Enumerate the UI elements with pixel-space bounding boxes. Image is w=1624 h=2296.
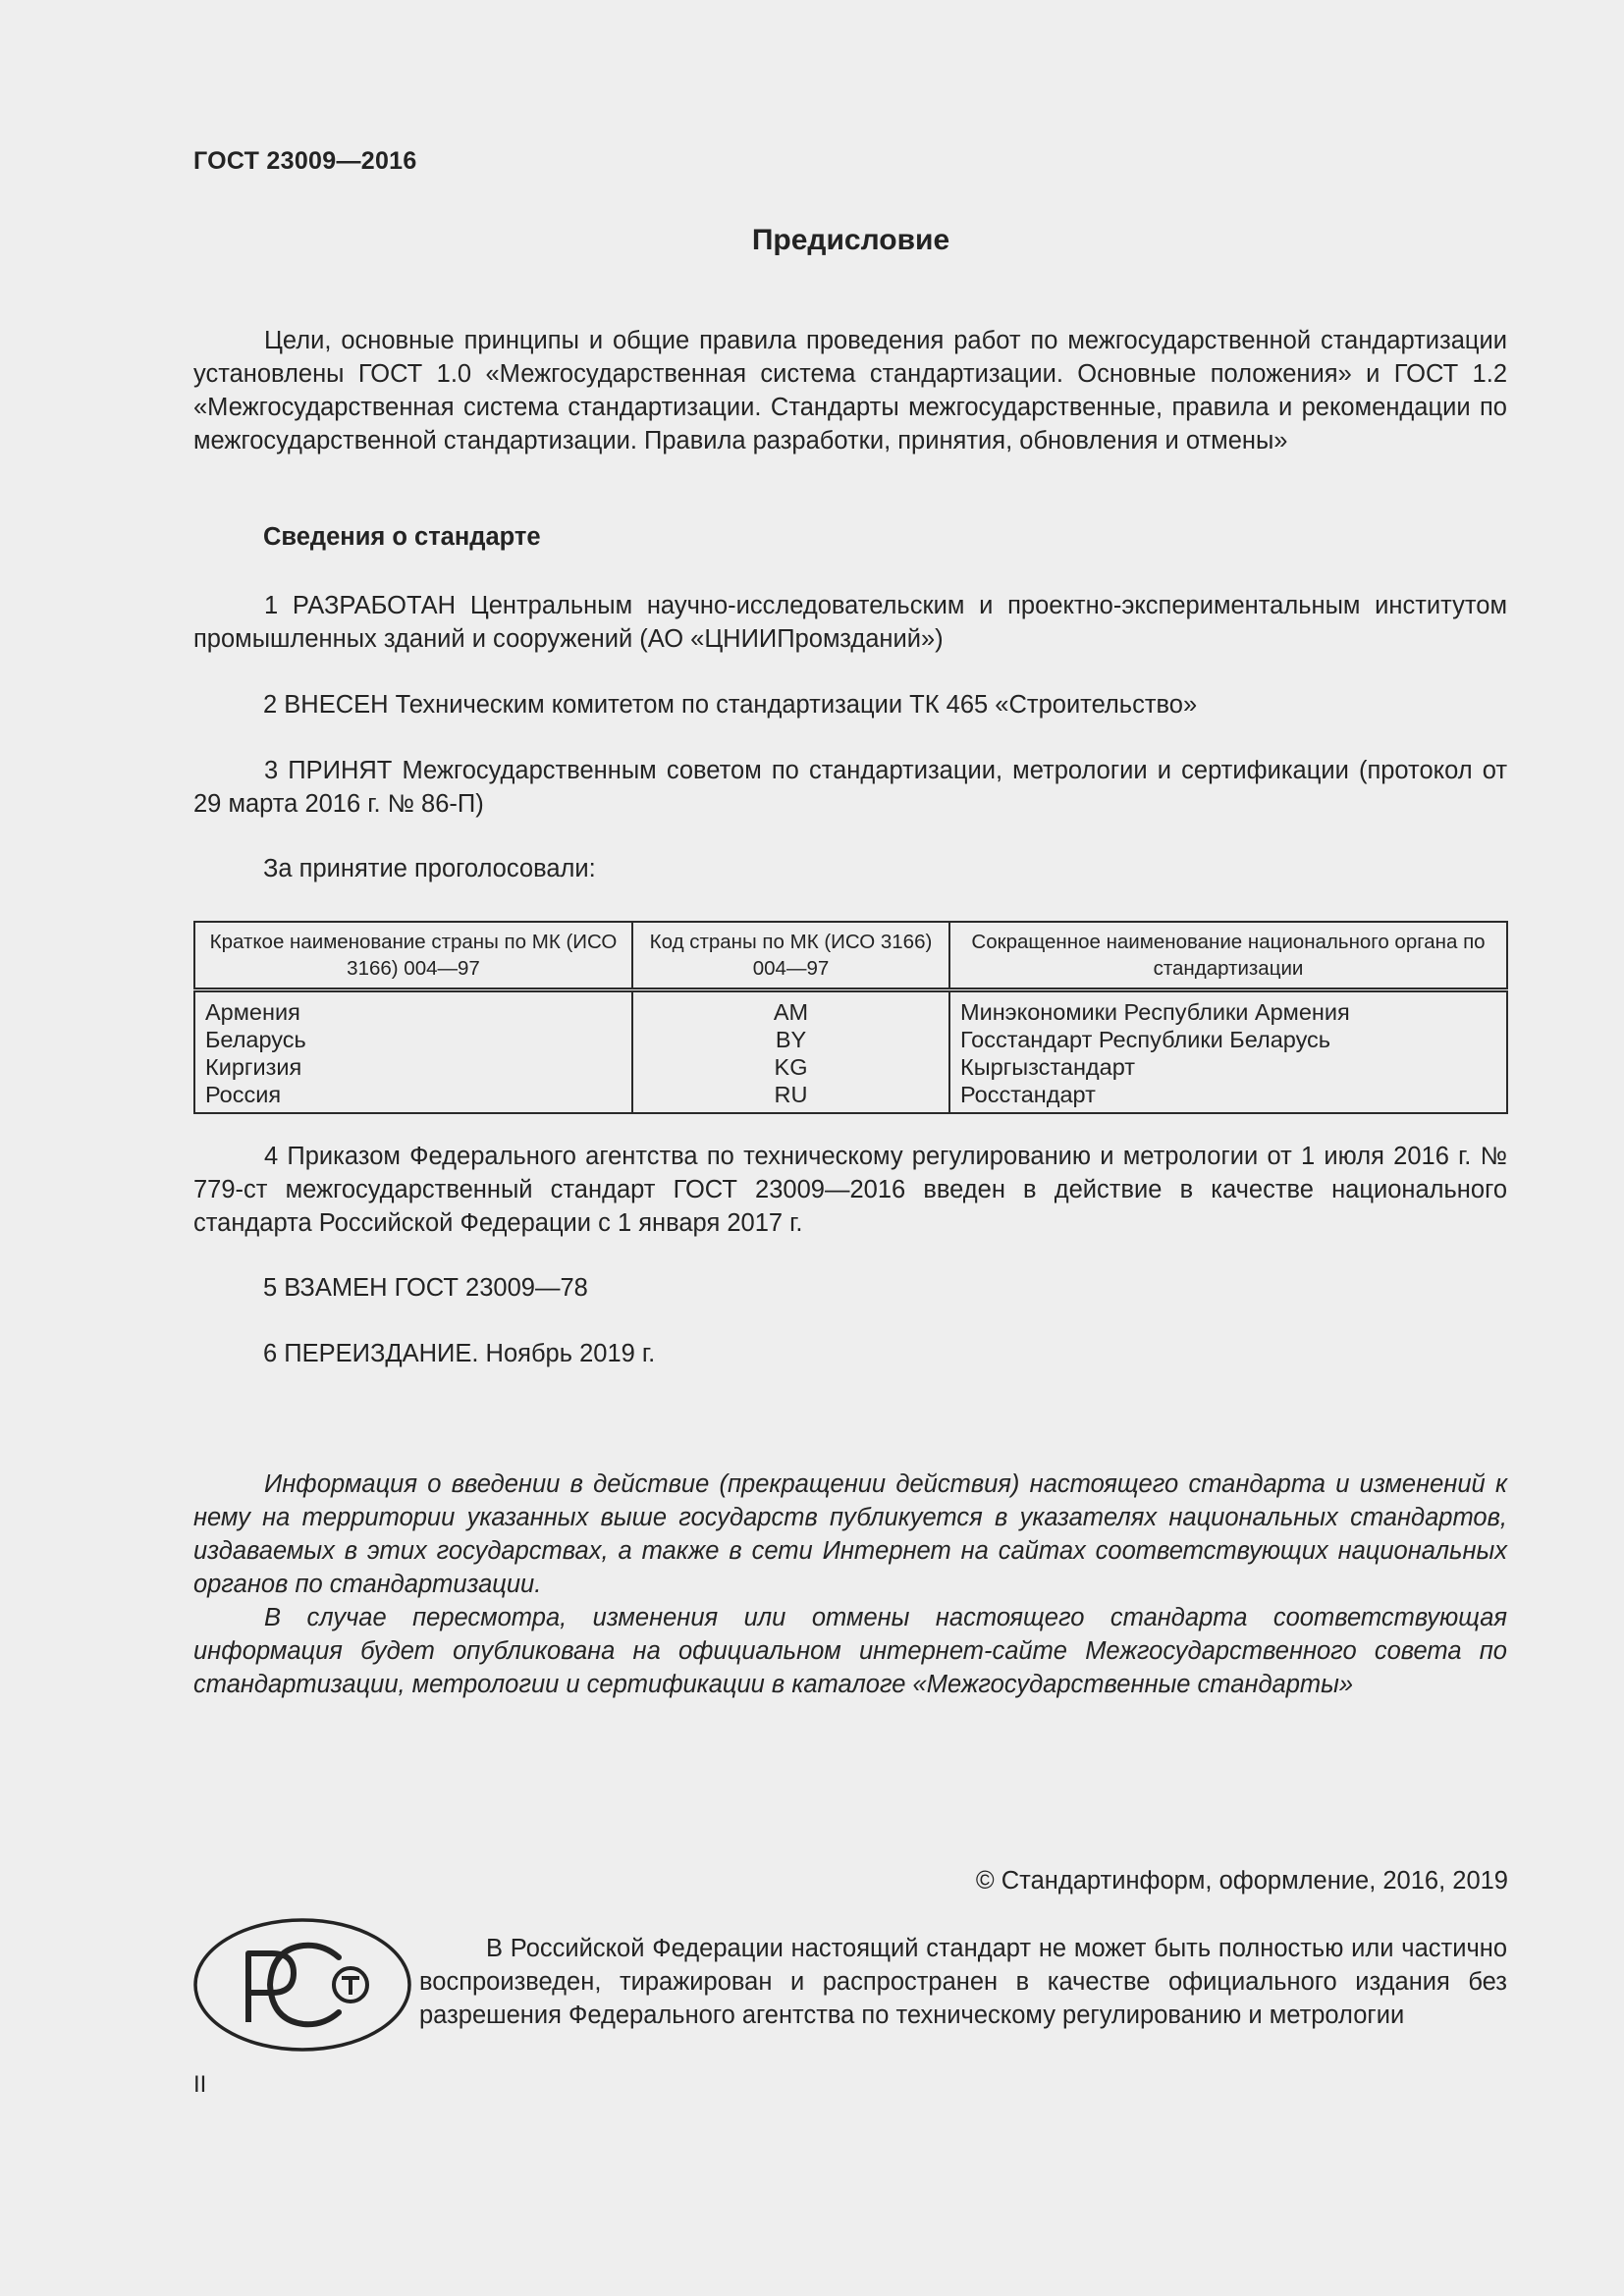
reproduction-notice: В Российской Федерации настоящий стандарт не может быть полностью или частично воспроизведен, тиражирован и распространен в качестве официального издания без разрешения Федерального агентства по техническому регулированию и метрологии [419, 1935, 1507, 2029]
item-replaces: 5 ВЗАМЕН ГОСТ 23009—78 [263, 1274, 588, 1302]
rst-certification-logo-icon [191, 1916, 414, 2054]
copyright-line: © Стандартинформ, оформление, 2016, 2019 [975, 1867, 1508, 1895]
page-title: Предисловие [751, 224, 950, 256]
standards-body: Росстандарт [949, 1081, 1507, 1113]
country-name: Беларусь [205, 1027, 306, 1052]
table-header-country: Краткое наименование страны по МК (ИСО 3166) 004—97 [194, 922, 632, 990]
standards-body: Госстандарт Республики Беларусь [949, 1026, 1507, 1053]
info-heading: Сведения о стандарте [263, 523, 541, 551]
table-header-body: Сокращенное наименование национального органа по стандартизации [949, 922, 1507, 990]
country-code: KG [632, 1053, 949, 1081]
voting-countries-table [193, 921, 1508, 1114]
intro-paragraph: Цели, основные принципы и общие правила проведения работ по межгосударственной стандартизации установлены ГОСТ 1.0 «Межгосударственная система стандартизации. Основные положения» и ГОСТ 1.2 «Межгосударственная система стандартизации. Стандарты межгосударственные, правила и рекомендации по межгосударственной стандартизации. Правила разработки, принятия, обновления и отмены» [193, 327, 1507, 454]
document-number: ГОСТ 23009—2016 [193, 147, 417, 175]
item-reissue: 6 ПЕРЕИЗДАНИЕ. Ноябрь 2019 г. [263, 1340, 656, 1367]
table-header-code: Код страны по МК (ИСО 3166) 004—97 [632, 922, 949, 990]
item-adopted: 3 ПРИНЯТ Межгосударственным советом по стандартизации, метрологии и сертификации (протокол от 29 марта 2016 г. № 86-П) [193, 757, 1507, 818]
table-header-row [194, 922, 1507, 990]
table-row [194, 990, 1507, 1027]
standards-body: Кыргызстандарт [949, 1053, 1507, 1081]
country-code: AM [632, 990, 949, 1027]
voted-label: За принятие проголосовали: [263, 855, 596, 882]
item-submitted: 2 ВНЕСЕН Техническим комитетом по стандартизации ТК 465 «Строительство» [263, 691, 1198, 719]
country-name: Россия [205, 1082, 282, 1107]
country-name: Армения [205, 999, 300, 1025]
italic-info-paragraph-1: Информация о введении в действие (прекращении действия) настоящего стандарта и изменений к нему на территории указанных выше государств публикуется в указателях национальных стандартов, издаваемых в этих государствах, а также в сети Интернет на сайтах соответствующих национальных органов по стандартизации. [193, 1470, 1507, 1598]
standards-body: Минэкономики Республики Армения [949, 990, 1507, 1027]
country-code: RU [632, 1081, 949, 1113]
page-number: II [193, 2071, 207, 2098]
item-enacted: 4 Приказом Федерального агентства по техническому регулированию и метрологии от 1 июля 2016 г. № 779-ст межгосударственный стандарт ГОСТ 23009—2016 введен в действие в качестве национального стандарта Российской Федерации с 1 января 2017 г. [193, 1143, 1507, 1237]
table-row [194, 1053, 1507, 1081]
italic-info-paragraph-2: В случае пересмотра, изменения или отмены настоящего стандарта соответствующая информация будет опубликована на официальном интернет-сайте Межгосударственного совета по стандартизации, метрологии и сертификации в каталоге «Межгосударственные стандарты» [193, 1604, 1507, 1698]
table-row [194, 1026, 1507, 1053]
country-name: Киргизия [205, 1054, 302, 1080]
item-developed: 1 РАЗРАБОТАН Центральным научно-исследовательским и проектно-экспериментальным институтом промышленных зданий и сооружений (АО «ЦНИИПромзданий») [193, 592, 1507, 653]
table-row [194, 1081, 1507, 1113]
country-code: BY [632, 1026, 949, 1053]
